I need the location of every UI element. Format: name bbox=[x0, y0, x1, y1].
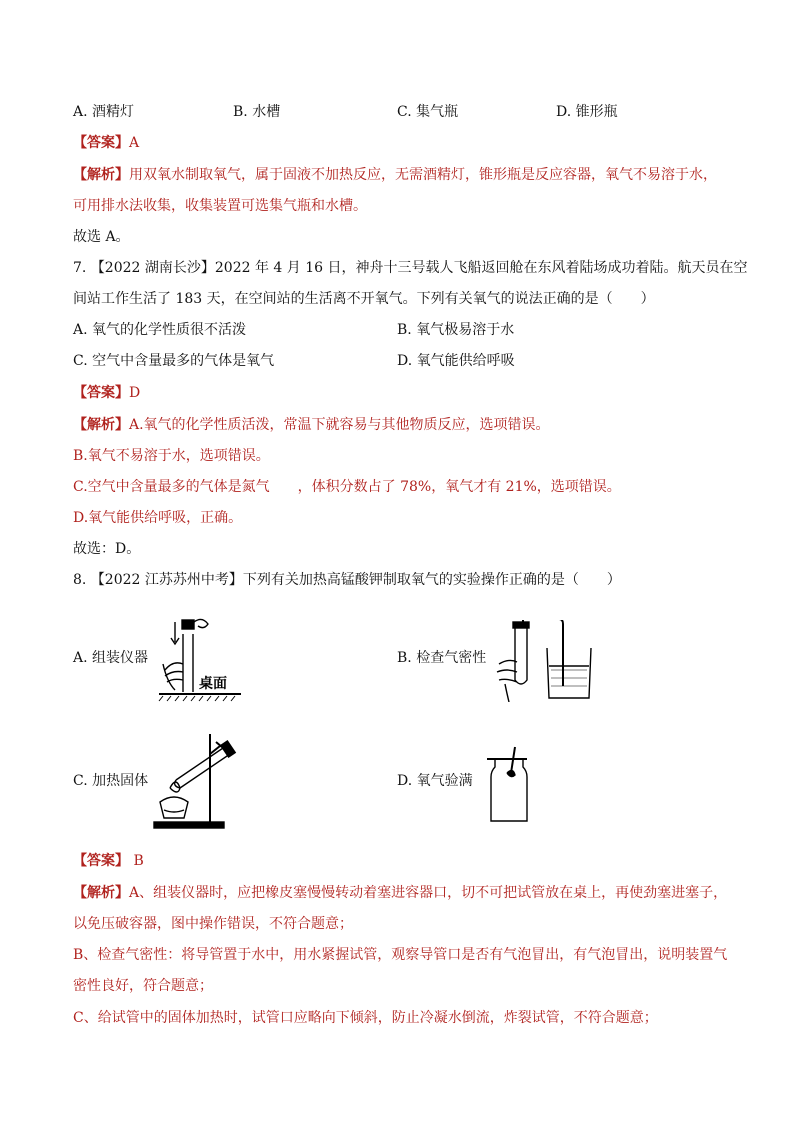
q6-option-b: B. 水槽 bbox=[233, 104, 281, 120]
q8-option-a: A. 组装仪器 bbox=[73, 650, 149, 666]
answer-value: D bbox=[129, 385, 141, 401]
q7-option-c: C. 空气中含量最多的气体是氧气 bbox=[73, 353, 275, 369]
q7-option-b: B. 氧气极易溶于水 bbox=[397, 322, 515, 338]
q7-analysis-a bbox=[73, 415, 550, 435]
q7-analysis-b: B.氧气不易溶于水，选项错误。 bbox=[73, 448, 270, 464]
answer-value: B bbox=[129, 853, 144, 869]
q7-stem-line-1: 7. 【2022 湖南长沙】2022 年 4 月 16 日，神舟十三号载人飞船返回舱在东风着陆场成功着陆。航天员在空 bbox=[73, 260, 748, 276]
q8-analysis-b-1: B、检查气密性：将导管置于水中，用水紧握试管，观察导管口是否有气泡冒出，有气泡冒出，说明装置气 bbox=[73, 947, 728, 963]
q8-analysis-b-2: 密性良好，符合题意； bbox=[73, 978, 213, 994]
q8-option-d: D. 氧气验满 bbox=[397, 773, 473, 789]
q7-option-d: D. 氧气能供给呼吸 bbox=[397, 353, 515, 369]
q7-stem-line-2: 间站工作生活了 183 天，在空间站的生活离不开氧气。下列有关氧气的说法正确的是（ ） bbox=[73, 291, 655, 307]
analysis-text: A.氧气的化学性质活泼，常温下就容易与其他物质反应，选项错误。 bbox=[129, 417, 550, 433]
analysis-tag: 【解析】 bbox=[73, 167, 129, 183]
q8-analysis-a-2: 以免压破容器，图中操作错误，不符合题意； bbox=[73, 916, 353, 932]
q6-option-c: C. 集气瓶 bbox=[397, 104, 459, 120]
q8-analysis-a-1 bbox=[73, 883, 727, 903]
answer-value: A bbox=[129, 135, 140, 151]
answer-tag: 【答案】 bbox=[73, 853, 129, 869]
figure-assemble-apparatus bbox=[155, 612, 245, 702]
analysis-text: A、组装仪器时，应把橡皮塞慢慢转动着塞进容器口，切不可把试管放在桌上，再使劲塞进塞子， bbox=[129, 885, 728, 901]
q6-option-d: D. 锥形瓶 bbox=[556, 104, 618, 120]
q7-analysis-d: D.氧气能供给呼吸，正确。 bbox=[73, 510, 243, 526]
figure-verify-oxygen bbox=[485, 745, 547, 827]
analysis-tag: 【解析】 bbox=[73, 885, 129, 901]
answer-tag: 【答案】 bbox=[73, 385, 129, 401]
answer-tag: 【答案】 bbox=[73, 135, 129, 151]
q8-option-c: C. 加热固体 bbox=[73, 773, 149, 789]
q8-analysis-c-1: C、给试管中的固体加热时，试管口应略向下倾斜，防止冷凝水倒流，炸裂试管，不符合题意； bbox=[73, 1010, 658, 1026]
analysis-text: 用双氧水制取氧气，属于固液不加热反应，无需酒精灯，锥形瓶是反应容器，氧气不易溶于水， bbox=[129, 167, 717, 183]
figure-check-airtightness bbox=[493, 620, 595, 702]
q6-analysis-line-2: 可用排水法收集，收集装置可选集气瓶和水槽。 bbox=[73, 198, 367, 214]
q8-answer bbox=[73, 851, 144, 871]
figure-heat-solid bbox=[150, 732, 262, 832]
q7-conclusion: 故选：D。 bbox=[73, 541, 141, 557]
q8-option-b: B. 检查气密性 bbox=[397, 650, 487, 666]
q7-analysis-c: C.空气中含量最多的气体是氮气 ，体积分数占了 78%，氧气才有 21%，选项错误。 bbox=[73, 479, 621, 495]
q6-option-a: A. 酒精灯 bbox=[73, 104, 135, 120]
q6-conclusion: 故选 A。 bbox=[73, 229, 130, 245]
q6-analysis-line-1 bbox=[73, 165, 717, 185]
analysis-tag: 【解析】 bbox=[73, 417, 129, 433]
q7-answer bbox=[73, 383, 140, 403]
q8-stem: 8. 【2022 江苏苏州中考】下列有关加热高锰酸钾制取氧气的实验操作正确的是（ ） bbox=[73, 572, 621, 588]
q7-option-a: A. 氧气的化学性质很不活泼 bbox=[73, 322, 247, 338]
q6-answer bbox=[73, 133, 139, 153]
figure-label-desk: 桌面 bbox=[199, 676, 227, 692]
